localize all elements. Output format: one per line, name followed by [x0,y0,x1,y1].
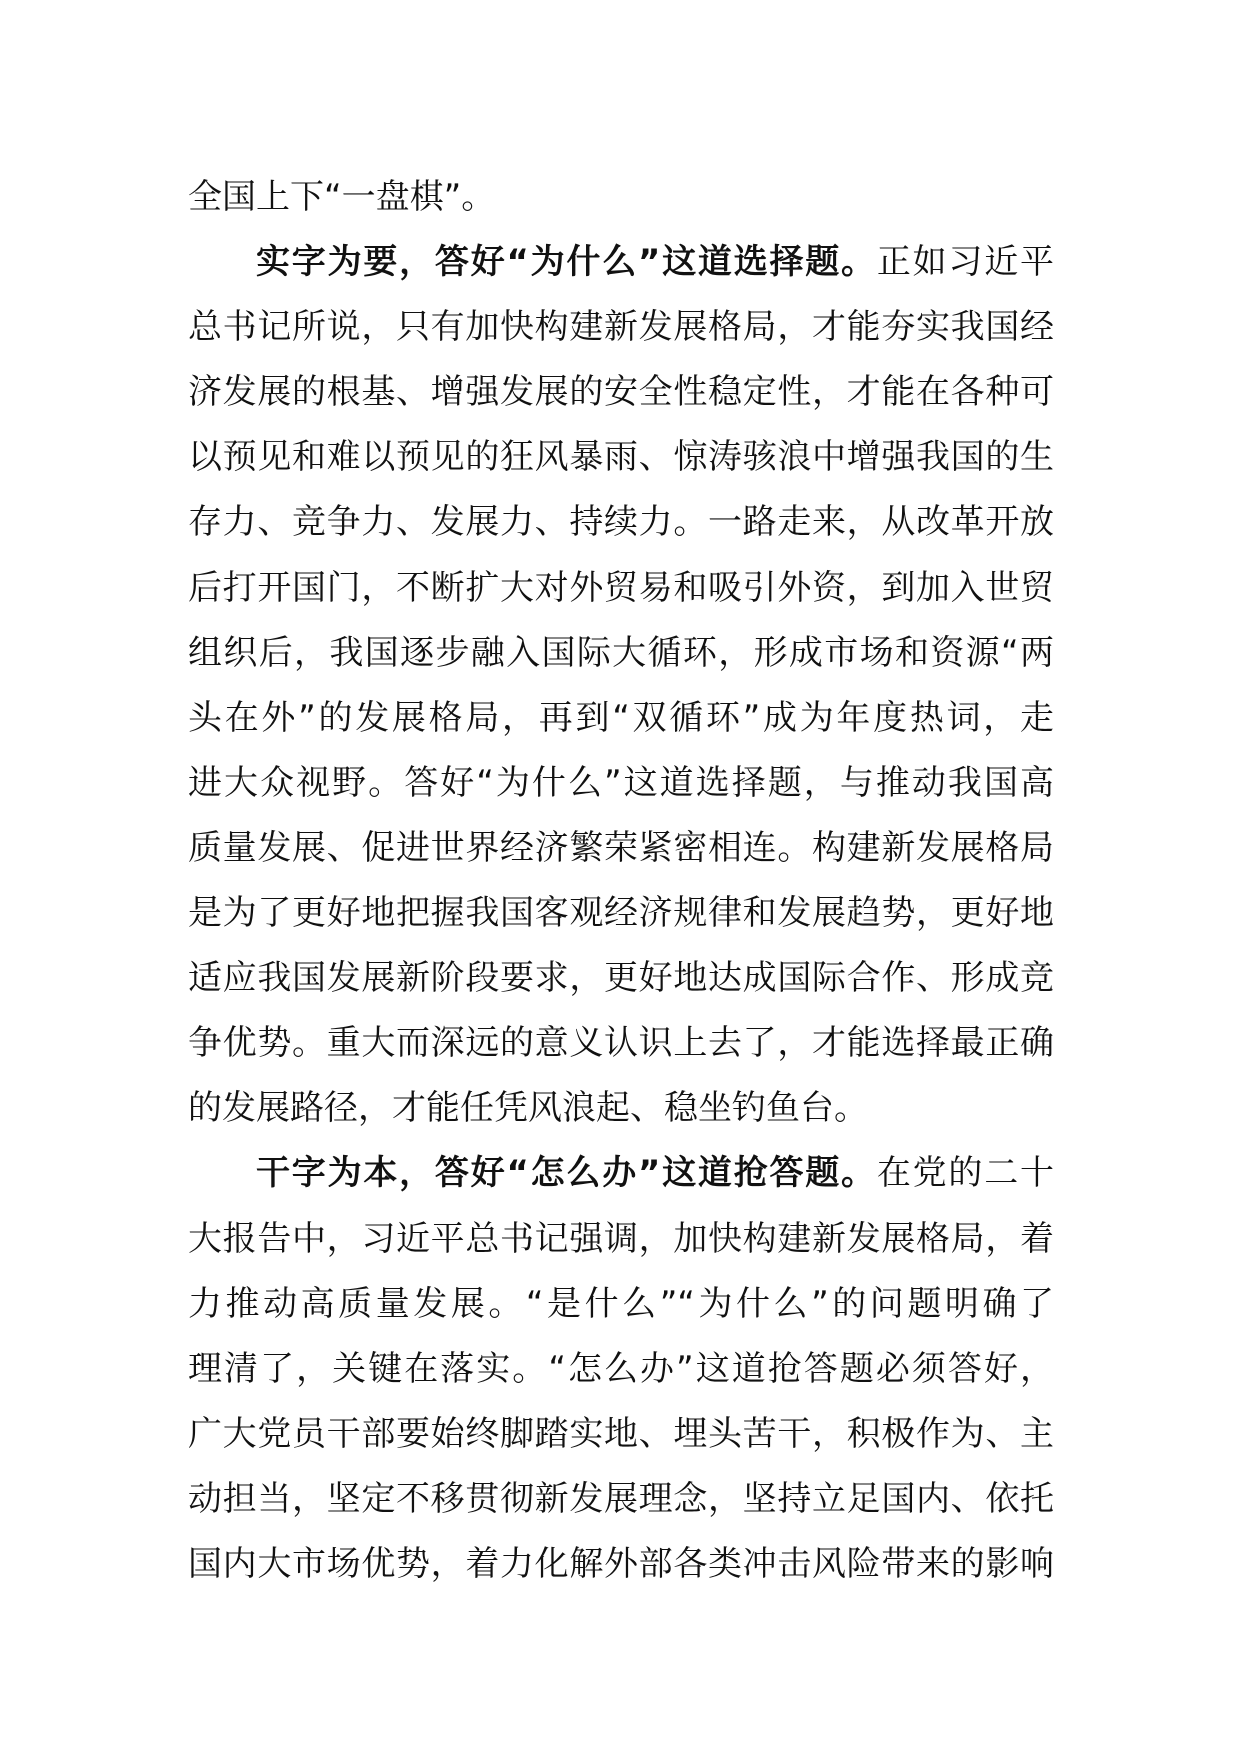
document-body [188,165,1054,1597]
text-line: 头在外”的发展格局，再到“双循环”成为年度热词，走 [188,697,1054,738]
text-line: 争优势。重大而深远的意义认识上去了，才能选择最正确 [188,1023,1054,1064]
text-line: 动担当，坚定不移贯彻新发展理念，坚持立足国内、依托 [188,1478,1054,1519]
text-line: 力推动高质量发展。“是什么”“为什么”的问题明确了 [188,1283,1054,1324]
text-line: 是为了更好地把握我国客观经济规律和发展趋势，更好地 [188,893,1054,934]
text-line: 总书记所说，只有加快构建新发展格局，才能夯实我国经 [188,307,1054,348]
text-line: 适应我国发展新阶段要求，更好地达成国际合作、形成竞 [188,958,1054,999]
text-line: 大报告中，习近平总书记强调，加快构建新发展格局，着 [188,1218,1054,1259]
text-line: 进大众视野。答好“为什么”这道选择题，与推动我国高 [188,762,1054,803]
paragraph [188,1141,1054,1597]
text-line [188,1141,1054,1206]
text-line: 国内大市场优势，着力化解外部各类冲击风险带来的影响 [188,1543,1054,1584]
text-line: 以预见和难以预见的狂风暴雨、惊涛骇浪中增强我国的生 [188,437,1054,478]
paragraph-heading: 实字为要，答好“为什么”这道选择题。 [256,242,877,283]
text-line: 的发展路径，才能任凭风浪起、稳坐钓鱼台。 [188,1088,868,1129]
text-line: 全国上下“一盘棋”。 [188,177,496,217]
paragraph [188,165,1054,230]
text-line: 后打开国门，不断扩大对外贸易和吸引外资，到加入世贸 [188,567,1054,608]
paragraph [188,230,1054,1141]
paragraph-heading: 干字为本，答好“怎么办”这道抢答题。 [256,1153,877,1194]
text-line [188,230,1054,295]
text-line: 广大党员干部要始终脚踏实地、埋头苦干，积极作为、主 [188,1413,1054,1454]
text-run: 在党的二十 [876,1153,1054,1194]
text-line: 济发展的根基、增强发展的安全性稳定性，才能在各种可 [188,372,1054,413]
text-line: 存力、竞争力、发展力、持续力。一路走来，从改革开放 [188,502,1054,543]
text-line: 理清了，关键在落实。“怎么办”这道抢答题必须答好， [188,1348,1054,1389]
text-run: 正如习近平 [876,242,1054,283]
text-line: 质量发展、促进世界经济繁荣紧密相连。构建新发展格局 [188,827,1054,868]
text-line: 组织后，我国逐步融入国际大循环，形成市场和资源“两 [188,632,1054,673]
